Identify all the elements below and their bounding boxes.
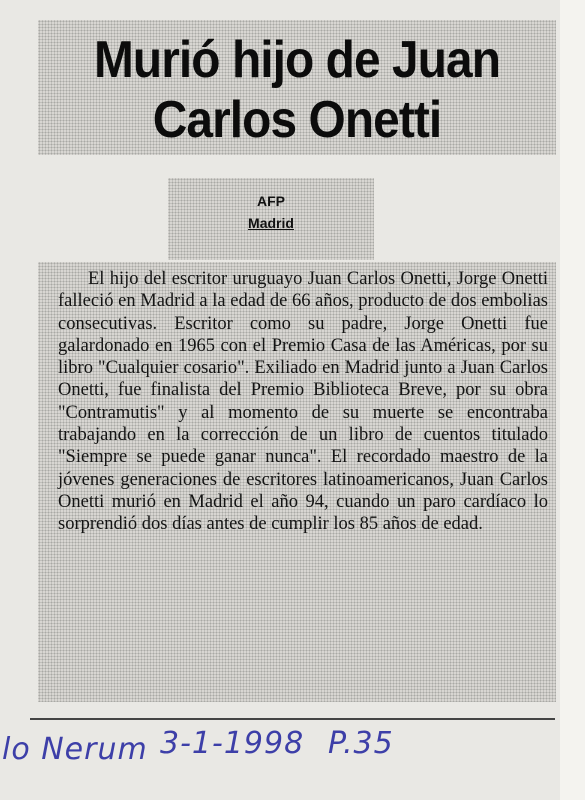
byline-agency: AFP	[257, 193, 285, 209]
headline-panel	[38, 20, 556, 155]
clipping-border	[30, 718, 555, 720]
article-body: El hijo del escritor uruguayo Juan Carlos Onetti, Jorge Onetti falleció en Madrid a la edad de 66 años, producto de dos embolias consecutivas. Escritor como su padre, Jorge Onetti fue galardonado en 1965 con el Premio Casa de las Américas, por su libro "Cualquier cosario". Exiliado en Madrid junto a Juan Carlos Onetti, fue finalista del Premio Biblioteca Breve, por su obra "Contramutis" y al momento de su muerte se encontraba trabajando en la corrección de un libro de cuentos titulado "Siempre se puede ganar nunca". El recordado maestro de la jóvenes generaciones de escritores latinoamericanos, Juan Carlos Onetti murió en Madrid el año 94, cuando un paro cardíaco lo sorprendió dos días antes de cumplir los 85 años de edad.	[58, 269, 548, 535]
annotation-date: 3-1-1998	[160, 726, 305, 761]
handwritten-annotation	[0, 722, 560, 782]
byline-city: Madrid	[248, 215, 294, 231]
byline-panel	[168, 178, 374, 260]
article-panel	[38, 262, 556, 702]
page-margin	[560, 0, 585, 800]
annotation-publication: lo Nerum	[2, 732, 148, 767]
annotation-page: P.35	[328, 726, 394, 761]
byline	[168, 190, 374, 234]
headline: Murió hijo de Juan Carlos Onetti	[93, 31, 501, 149]
